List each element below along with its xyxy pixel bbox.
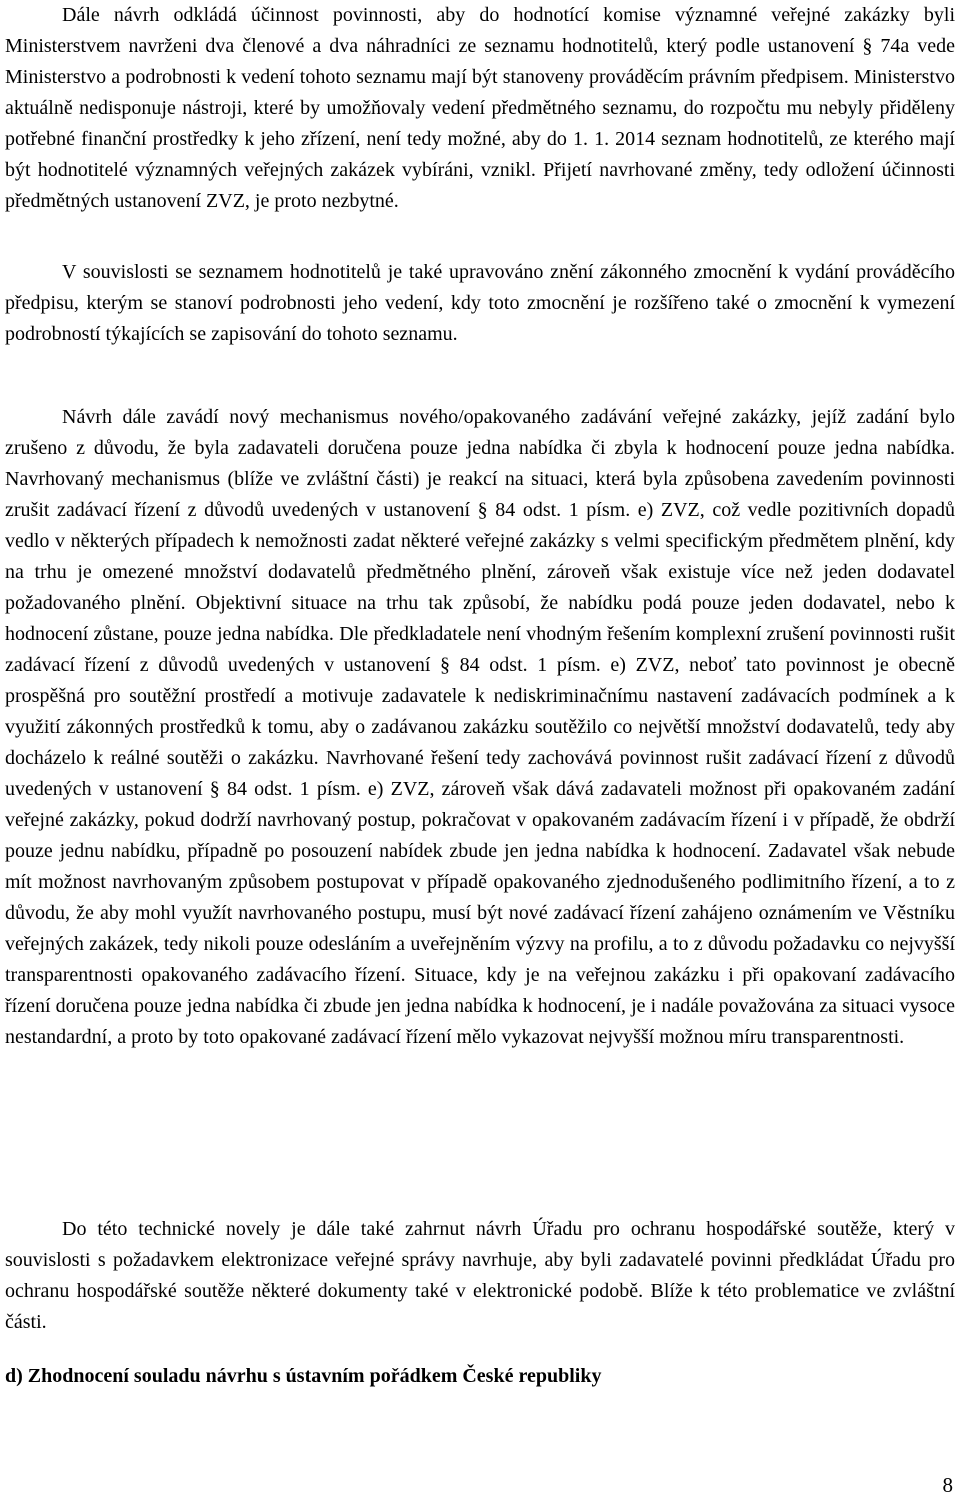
paragraph-office-proposal: Do této technické novely je dále také zahrnut návrh Úřadu pro ochranu hospodářské soutěže, který v souvislosti s požadavkem elektronizace veřejné správy navrhuje, aby byli zadavatelé povinni předkládat Úřadu pro ochranu hospodářské soutěže některé dokumenty také v elektronické podobě. Blíže k této problematice ve zvláštní části. [5, 1218, 955, 1333]
section-heading: d) Zhodnocení souladu návrhu s ústavním pořádkem České republiky [5, 1365, 602, 1387]
paragraph-authorization: V souvislosti se seznamem hodnotitelů je také upravováno znění zákonného zmocnění k vydání prováděcího předpisu, kterým se stanoví podrobnosti jeho vedení, kdy toto zmocnění je rozšířeno také o zmocnění k vymezení podrobností týkajících se zapisování do tohoto seznamu. [5, 261, 955, 345]
paragraph-repeated-tender: Návrh dále zavádí nový mechanismus nového/opakovaného zadávání veřejné zakázky, jejíž zadání bylo zrušeno z důvodu, že byla zadavateli doručena pouze jedna nabídka či zbyla k hodnocení pouze jedna nabídka. Navrhovaný mechanismus (blíže ve zvláštní části) je reakcí na situaci, která byla způsobena zavedením povinnosti zrušit zadávací řízení z důvodů uvedených v ustanovení § 84 odst. 1 písm. e) ZVZ, což vedle pozitivních dopadů vedlo v některých případech k nemožnosti zadat některé veřejné zakázky s velmi specifickým předmětem plnění, kdy na trhu je omezené množství dodavatelů předmětného plnění, zároveň však existuje více než jeden dodavatel požadovaného plnění. Objektivní situace na trhu tak způsobí, že nabídku podá pouze jeden dodavatel, nebo k hodnocení zůstane, pouze jedna nabídka. Dle předkladatele není vhodným řešením komplexní zrušení povinnosti rušit zadávací řízení z důvodů uvedených v ustanovení § 84 odst. 1 písm. e) ZVZ, neboť tato povinnost je obecně prospěšná pro soutěžní prostředí a motivuje zadavatele k nediskriminačnímu nastavení zadávacích podmínek a k využití zákonných prostředků k tomu, aby o zadávanou zakázku soutěžilo co největší množství dodavatelů, tedy aby docházelo k reálné soutěži o zakázku. Navrhované řešení tedy zachovává povinnost rušit zadávací řízení z důvodů uvedených v ustanovení § 84 odst. 1 písm. e) ZVZ, zároveň však dává zadavateli možnost při opakovaném zadání veřejné zakázky, pokud dodrží navrhovaný postup, pokračovat v opakovaném zadávacím řízení i v případě, že obdrží pouze jednu nabídku, případně po posouzení nabídek zbude jen jedna nabídka k hodnocení. Zadavatel však nebude mít možnost navrhovaným způsobem postupovat v případě opakovaného zjednodušeného podlimitního řízení, a to z důvodu, že aby mohl využít navrhovaného postupu, musí být nové zadávací řízení zahájeno oznámením ve Věstníku veřejných zakázek, tedy nikoli pouze odesláním a uveřejněním výzvy na profilu, a to z důvodu požadavku co nejvyšší transparentnosti opakovaného zadávacího řízení. Situace, kdy je na veřejnou zakázku i při opakovaní zadávacího řízení doručena pouze jedna nabídka či zbude jen jedna nabídka k hodnocení, je i nadále považována za situaci vysoce nestandardní, a proto by toto opakované zadávací řízení mělo vykazovat nejvyšší možnou míru transparentnosti. [5, 406, 955, 1048]
page-number: 8 [942, 1473, 953, 1497]
paragraph-evaluators-list: Dále návrh odkládá účinnost povinnosti, aby do hodnotící komise významné veřejné zakázky byli Ministerstvem navrženi dva členové a dva náhradníci ze seznamu hodnotitelů, který podle ustanovení § 74a vede Ministerstvo a podrobnosti k vedení tohoto seznamu mají být stanoveny prováděcím právním předpisem. Ministerstvo aktuálně nedisponuje nástroji, které by umožňovaly vedení předmětného seznamu, do rozpočtu mu nebyly přiděleny potřebné finanční prostředky k jeho zřízení, není tedy možné, aby do 1. 1. 2014 seznam hodnotitelů, ze kterého mají být hodnotitelé významných veřejných zakázek vybíráni, vznikl. Přijetí navrhované změny, tedy odložení účinnosti předmětných ustanovení ZVZ, je proto nezbytné. [5, 4, 955, 212]
